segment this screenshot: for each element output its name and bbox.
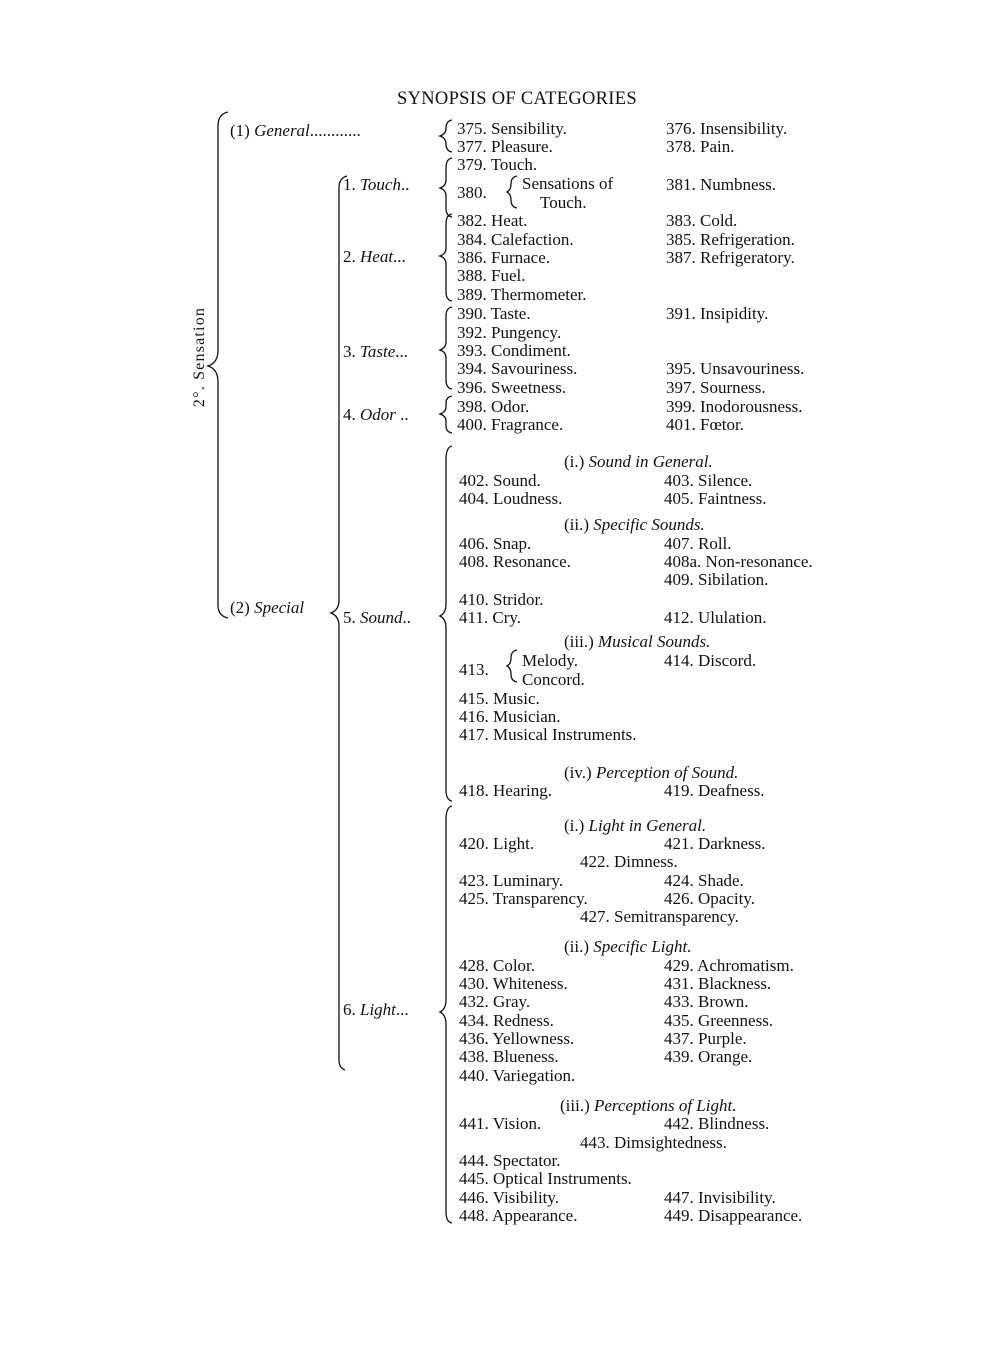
subheading: (i.) Sound in General.	[564, 452, 713, 471]
entry: 397. Sourness.	[666, 378, 766, 397]
entry: 407. Roll.	[664, 534, 732, 553]
section-label: 2°. Sensation	[191, 306, 208, 408]
entry: 384. Calefaction.	[457, 230, 574, 249]
entry: 391. Insipidity.	[666, 304, 769, 323]
light-brace	[440, 806, 452, 1223]
entry: 431. Blackness.	[664, 974, 772, 993]
taste-brace	[440, 307, 452, 389]
entry: 449. Disappearance.	[664, 1206, 803, 1225]
entry: 442. Blindness.	[664, 1114, 770, 1133]
entry: 378. Pain.	[666, 137, 735, 156]
entry: 443. Dimsightedness.	[580, 1133, 727, 1152]
entry: 417. Musical Instruments.	[459, 725, 637, 744]
entry: 376. Insensibility.	[666, 119, 788, 138]
entry: 385. Refrigeration.	[666, 230, 795, 249]
entry: 392. Pungency.	[457, 323, 562, 342]
entry: 436. Yellowness.	[459, 1029, 575, 1048]
entry: 401. Fœtor.	[666, 415, 744, 434]
odor-brace	[440, 396, 452, 433]
touch-label: 1. Touch..	[343, 175, 410, 194]
entry: 416. Musician.	[459, 707, 561, 726]
entry: 412. Ululation.	[664, 608, 767, 627]
entry: 440. Variegation.	[459, 1066, 576, 1085]
entry: 380.	[457, 183, 487, 202]
entry: 410. Stridor.	[459, 590, 544, 609]
touch-brace	[440, 158, 452, 217]
entry: 434. Redness.	[459, 1011, 554, 1030]
entry: 377. Pleasure.	[457, 137, 553, 156]
entry: 379. Touch.	[457, 155, 538, 174]
subheading: (ii.) Specific Light.	[564, 937, 692, 956]
taste-label: 3. Taste...	[343, 342, 409, 361]
entry: 421. Darkness.	[664, 834, 766, 853]
entry: 398. Odor.	[457, 397, 530, 416]
entry: 402. Sound.	[459, 471, 541, 490]
entry: 446. Visibility.	[459, 1188, 560, 1207]
sound-brace	[440, 446, 452, 801]
entry: 396. Sweetness.	[457, 378, 567, 397]
entry: 414. Discord.	[664, 651, 757, 670]
sound-413-brace	[507, 650, 517, 682]
entry: 394. Savouriness.	[457, 359, 578, 378]
entry: 409. Sibilation.	[664, 570, 769, 589]
entry: 437. Purple.	[664, 1029, 747, 1048]
section-brace	[208, 112, 228, 618]
entry: Concord.	[522, 670, 585, 689]
entry: Touch.	[540, 193, 587, 212]
general-label: (1) General............	[230, 121, 361, 140]
sound-label: 5. Sound..	[343, 608, 411, 627]
heat-brace	[440, 214, 452, 301]
entry: 425. Transparency.	[459, 889, 588, 908]
entry: 375. Sensibility.	[457, 119, 567, 138]
subheading: (ii.) Specific Sounds.	[564, 515, 705, 534]
entry: Sensations of	[522, 174, 614, 193]
heat-label: 2. Heat...	[343, 247, 406, 266]
entry: 424. Shade.	[664, 871, 744, 890]
page-title: SYNOPSIS OF CATEGORIES	[397, 89, 637, 109]
entry: 382. Heat.	[457, 211, 528, 230]
entry: 383. Cold.	[666, 211, 738, 230]
entry: 408. Resonance.	[459, 552, 571, 571]
entry: 390. Taste.	[457, 304, 531, 323]
entry: 435. Greenness.	[664, 1011, 774, 1030]
general-brace	[440, 120, 452, 152]
entry: 389. Thermometer.	[457, 285, 587, 304]
entry: 433. Brown.	[664, 992, 749, 1011]
entry: 405. Faintness.	[664, 489, 767, 508]
entry: 444. Spectator.	[459, 1151, 561, 1170]
entry: 426. Opacity.	[664, 889, 755, 908]
entry: 387. Refrigeratory.	[666, 248, 795, 267]
entry: 411. Cry.	[459, 608, 522, 627]
touch-380-brace	[507, 176, 517, 208]
entry: 413.	[459, 660, 489, 679]
entry: 420. Light.	[459, 834, 535, 853]
entry: 408a. Non-resonance.	[664, 552, 813, 571]
special-label: (2) Special	[230, 598, 305, 617]
entry: 404. Loudness.	[459, 489, 563, 508]
entry: 441. Vision.	[459, 1114, 542, 1133]
light-label: 6. Light...	[343, 1000, 409, 1019]
entry: 395. Unsavouriness.	[666, 359, 805, 378]
entry: 430. Whiteness.	[459, 974, 568, 993]
entry: 448. Appearance.	[459, 1206, 578, 1225]
entry: 423. Luminary.	[459, 871, 564, 890]
entry: 422. Dimness.	[580, 852, 678, 871]
entry: 438. Blueness.	[459, 1047, 559, 1066]
subheading: (iii.) Musical Sounds.	[564, 632, 711, 651]
odor-label: 4. Odor ..	[343, 405, 409, 424]
entry: 406. Snap.	[459, 534, 532, 553]
entry: 447. Invisibility.	[664, 1188, 776, 1207]
entry: 386. Furnace.	[457, 248, 551, 267]
entry: 388. Fuel.	[457, 266, 526, 285]
subheading: (iii.) Perceptions of Light.	[560, 1096, 737, 1115]
entry: 403. Silence.	[664, 471, 753, 490]
entry: 427. Semitransparency.	[580, 907, 739, 926]
subheading: (i.) Light in General.	[564, 816, 707, 835]
entry: 445. Optical Instruments.	[459, 1169, 632, 1188]
entry: 439. Orange.	[664, 1047, 753, 1066]
entry: 432. Gray.	[459, 992, 531, 1011]
entry: 399. Inodorousness.	[666, 397, 803, 416]
subheading: (iv.) Perception of Sound.	[564, 763, 739, 782]
entry: 428. Color.	[459, 956, 536, 975]
entry: Melody.	[522, 651, 579, 670]
entry: 381. Numbness.	[666, 175, 777, 194]
entry: 418. Hearing.	[459, 781, 553, 800]
entry: 429. Achromatism.	[664, 956, 794, 975]
entry: 415. Music.	[459, 689, 540, 708]
entry: 400. Fragrance.	[457, 415, 564, 434]
entry: 419. Deafness.	[664, 781, 765, 800]
entry: 393. Condiment.	[457, 341, 571, 360]
